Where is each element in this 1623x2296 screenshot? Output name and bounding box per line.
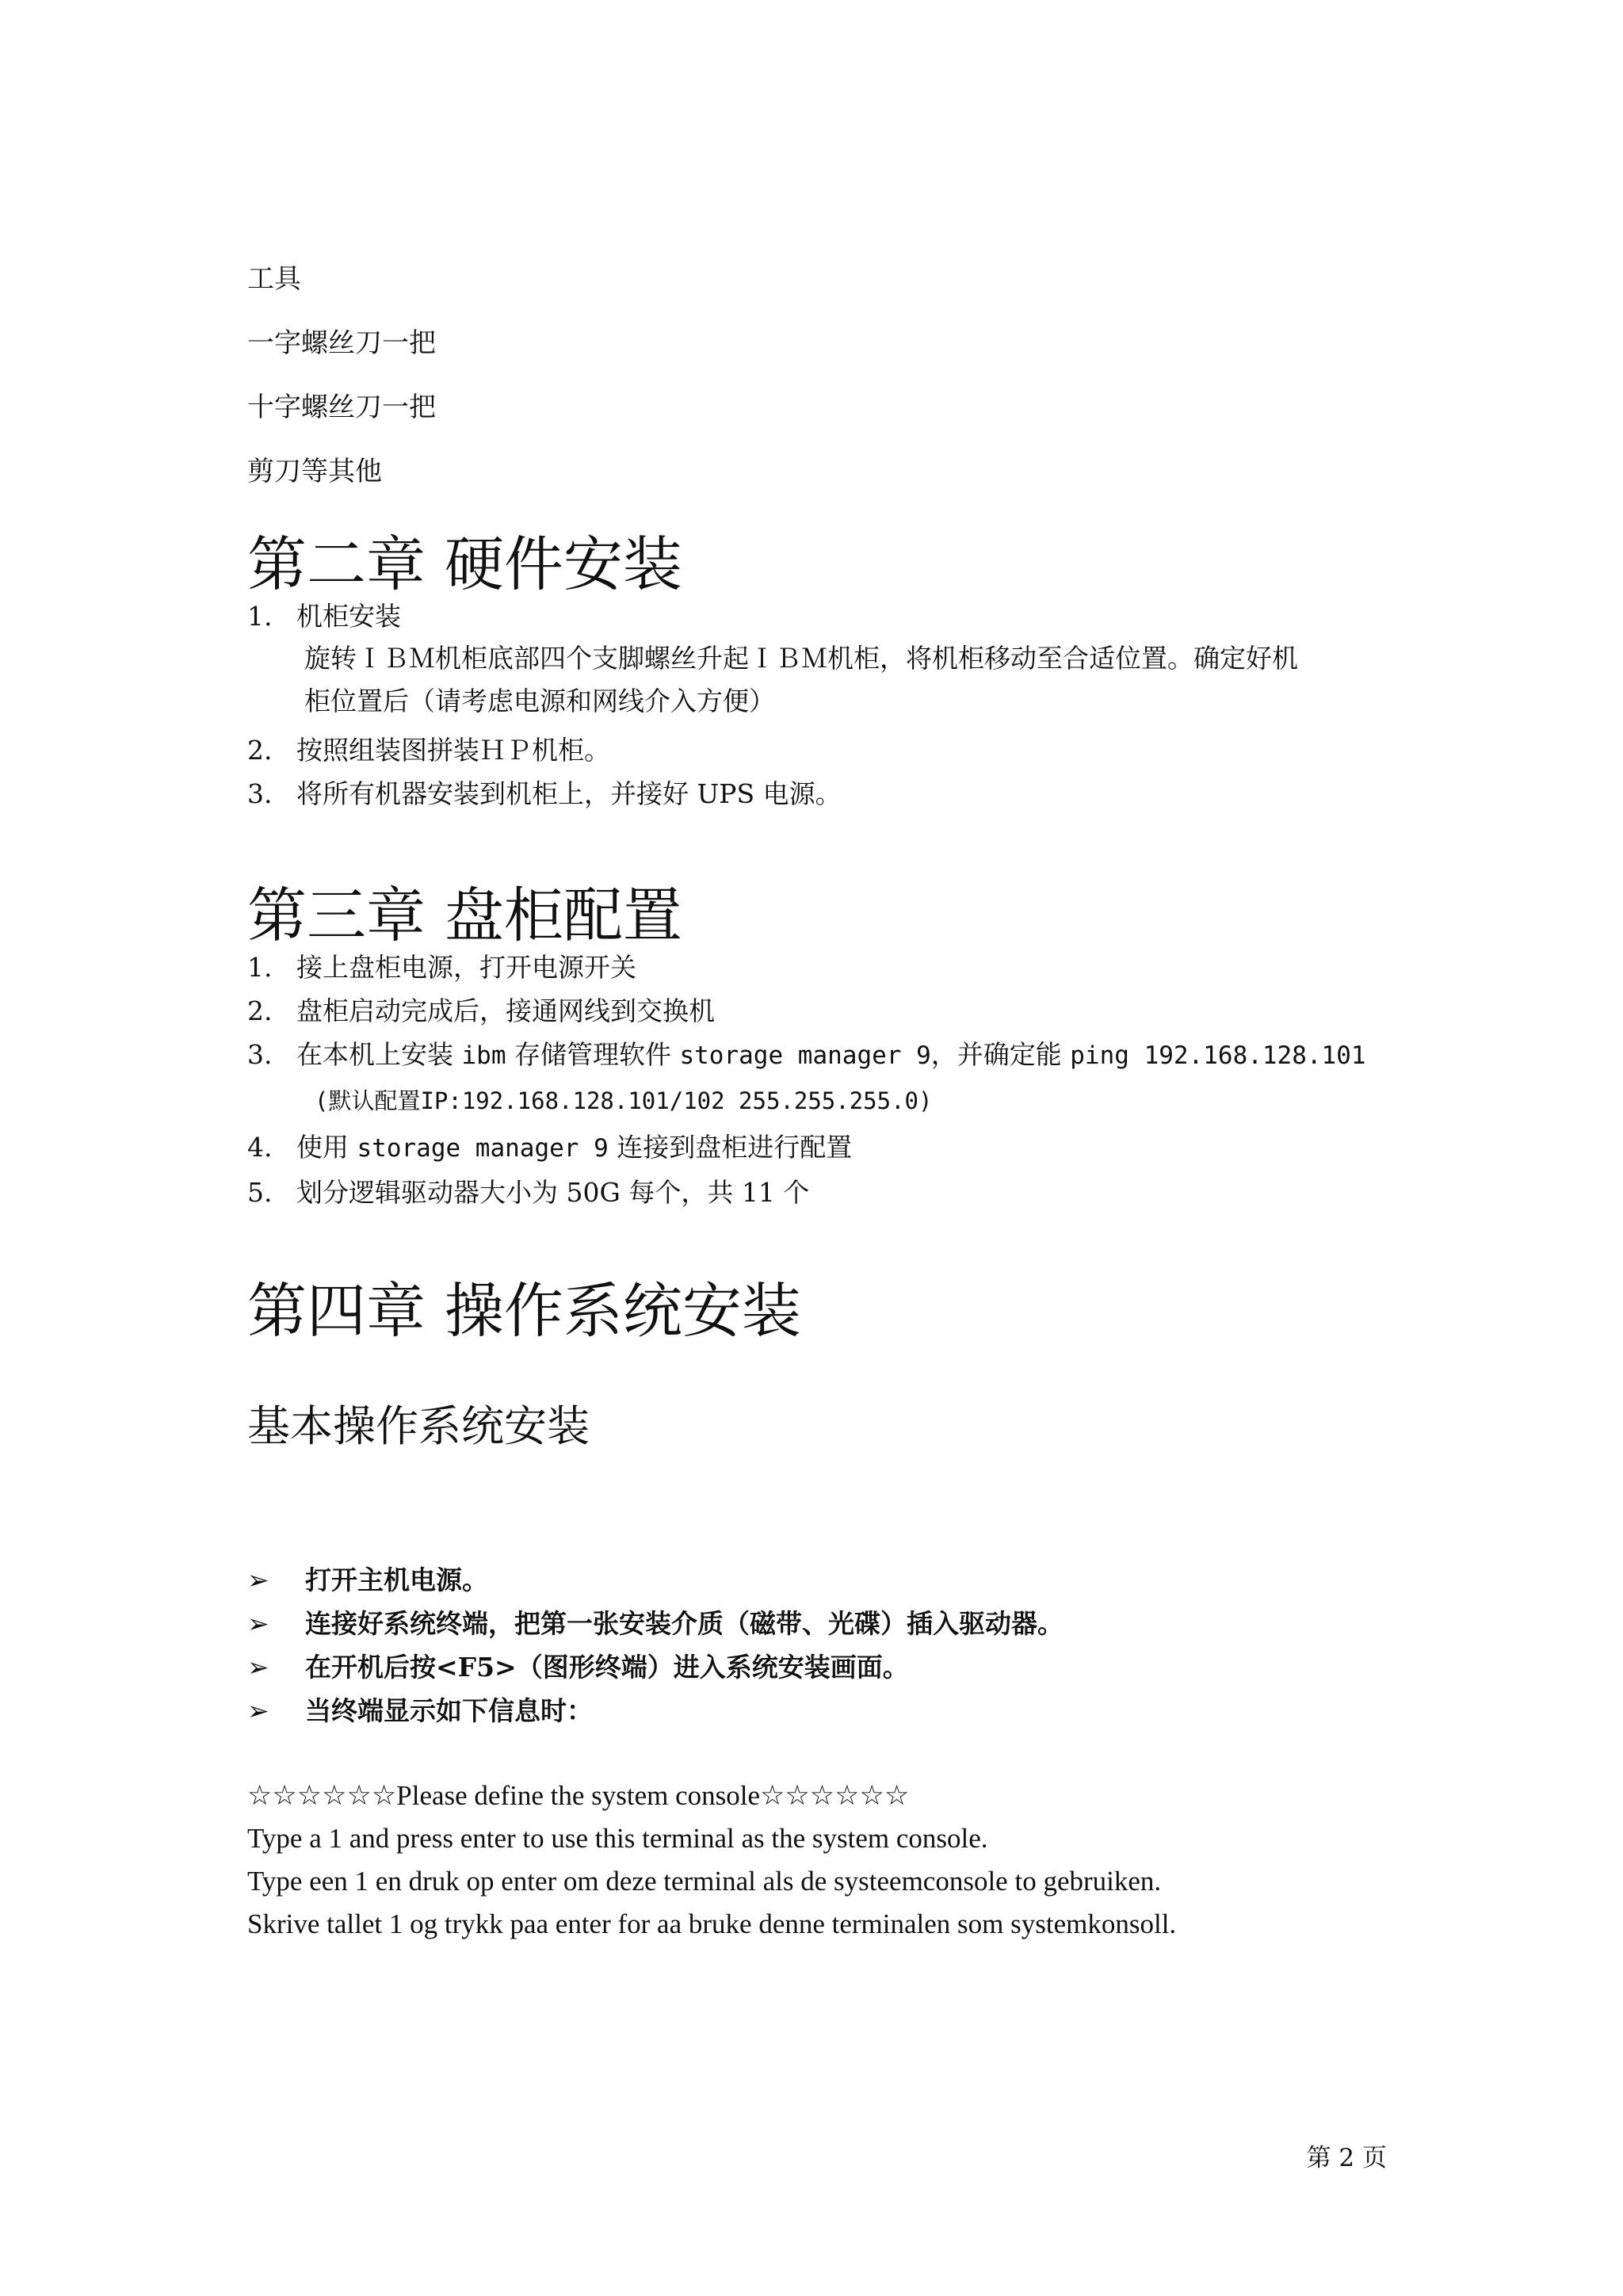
item-text: 划分逻辑驱动器大小为 50G 每个，共 11 个 [296, 1177, 810, 1208]
page-content [247, 262, 1388, 1946]
item-text: 盘柜启动完成后，接通网线到交换机 [296, 995, 715, 1026]
item-text: 将所有机器安装到机柜上，并接好 UPS 电源。 [296, 778, 842, 809]
chapter-2-title: 第二章 硬件安装 [247, 529, 682, 599]
text-segment: ，并确定能 [930, 1039, 1071, 1070]
tools-title: 工具 [247, 263, 301, 295]
item-number: 3. [247, 778, 273, 809]
item-number: 5. [247, 1177, 273, 1208]
console-line: Type een 1 en druk op enter om deze terminal als de systeemconsole to gebruiken. [247, 1866, 1162, 1897]
list-item [247, 1651, 1388, 1683]
item-subtext: 柜位置后（请考虑电源和网线介入方便） [304, 686, 775, 716]
console-line: ☆☆☆☆☆☆Please define the system console☆☆☆☆☆☆ [247, 1780, 910, 1811]
chapter-2-list [247, 600, 1388, 810]
item-text: 机柜安装 [296, 601, 401, 632]
item-text: 按照组装图拼装ＨＰ机柜。 [296, 735, 610, 766]
list-item [247, 734, 1388, 766]
list-item [247, 1564, 1388, 1596]
text-segment: 在本机上安装 [296, 1039, 462, 1070]
list-item [247, 1038, 1388, 1072]
text-segment: 存储管理软件 [506, 1039, 680, 1070]
code-segment: ibm [461, 1041, 506, 1070]
text-segment: 使用 [296, 1132, 357, 1163]
list-item [247, 1176, 1388, 1209]
key-label: <F5> [436, 1652, 517, 1683]
install-steps-list [247, 1564, 1388, 1727]
arrow-bullet-icon: ➢ [247, 1608, 269, 1639]
list-item [247, 600, 1388, 723]
list-item [247, 777, 1388, 810]
text-segment: （图形终端）进入系统安装画面。 [516, 1652, 909, 1683]
item-number: 1. [247, 601, 273, 632]
item-text [247, 1131, 1388, 1165]
console-message-block [247, 1775, 1388, 1946]
item-subtext: 旋转ＩＢＭ机柜底部四个支脚螺丝升起ＩＢＭ机柜，将机柜移动至合适位置。确定好机 [304, 643, 1298, 674]
text-segment: 连接到盘柜进行配置 [608, 1132, 853, 1163]
default-ip-note: (默认配置IP:192.168.128.101/102 255.255.255.0) [315, 1087, 933, 1114]
arrow-bullet-icon: ➢ [247, 1695, 269, 1726]
item-number: 4. [247, 1132, 273, 1163]
arrow-bullet-icon: ➢ [247, 1652, 269, 1683]
list-item [247, 1607, 1388, 1640]
arrow-bullet-icon: ➢ [247, 1564, 269, 1595]
list-item [247, 1131, 1388, 1165]
page-number: 第 2 页 [1306, 2144, 1387, 2172]
console-line: Skrive tallet 1 og trykk paa enter for aa bruke denne terminalen som systemkonsoll. [247, 1908, 1177, 1939]
list-item [247, 1694, 1388, 1727]
item-text [247, 1038, 1388, 1072]
item-text: 打开主机电源。 [305, 1564, 488, 1595]
text-segment: 在开机后按 [305, 1652, 436, 1683]
code-segment: storage manager 9 [679, 1041, 931, 1070]
list-item [247, 951, 1388, 984]
item-text [247, 1651, 1388, 1683]
item-text: 接上盘柜电源，打开电源开关 [296, 952, 636, 983]
tools-section [247, 262, 1388, 489]
item-number: 1. [247, 952, 273, 983]
chapter-4-title: 第四章 操作系统安装 [247, 1276, 801, 1346]
tool-item: 十字螺丝刀一把 [247, 392, 436, 423]
item-text: 当终端显示如下信息时： [305, 1695, 593, 1726]
code-segment: ping 192.168.128.101 [1070, 1041, 1366, 1070]
item-number: 3. [247, 1039, 273, 1070]
chapter-3-title: 第三章 盘柜配置 [247, 881, 682, 950]
item-number: 2. [247, 995, 273, 1026]
tool-item: 剪刀等其他 [247, 456, 382, 487]
tool-item: 一字螺丝刀一把 [247, 327, 436, 359]
item-text: 连接好系统终端，把第一张安装介质（磁带、光碟）插入驱动器。 [305, 1608, 1064, 1639]
list-item [247, 995, 1388, 1027]
chapter-3-list-continued [247, 1131, 1388, 1209]
code-segment: storage manager 9 [357, 1134, 609, 1163]
item-number: 2. [247, 735, 273, 766]
chapter-3-list [247, 951, 1388, 1072]
section-title: 基本操作系统安装 [247, 1401, 590, 1451]
console-line: Type a 1 and press enter to use this terminal as the system console. [247, 1823, 988, 1854]
